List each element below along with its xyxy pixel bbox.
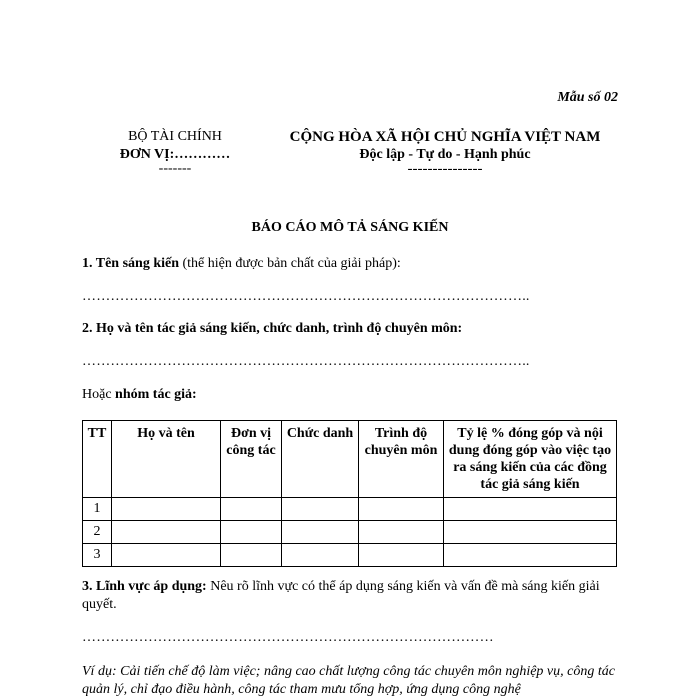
authors-table [82, 420, 617, 567]
country-name: CỘNG HÒA XÃ HỘI CHỦ NGHĨA VIỆT NAM [289, 129, 601, 145]
section-3-label: 3. Lĩnh vực áp dụng: [82, 579, 207, 594]
header-right-separator: --------------- [407, 161, 483, 177]
table-row [83, 521, 617, 544]
header-right [280, 128, 610, 177]
unit-name: ĐƠN VỊ:………… [119, 147, 231, 162]
section-1-blank: ………………………………………………………………………………….. [82, 289, 530, 304]
table-row [83, 498, 617, 521]
section-3-text: Nêu rõ lĩnh vực có thể áp dụng sáng kiến và vấn đề mà sáng kiến giải quyết. [82, 579, 600, 612]
row-number: 1 [83, 498, 112, 521]
col-header-tt: TT [83, 421, 112, 498]
header-left-separator: ------- [158, 161, 192, 176]
section-1-note: (thể hiện được bản chất của giải pháp): [179, 256, 401, 271]
document-title: BÁO CÁO MÔ TẢ SÁNG KIẾN [251, 220, 449, 235]
col-header-position: Chức danh [282, 421, 359, 498]
group-label-text: nhóm tác giả: [115, 387, 197, 402]
table-header-row [83, 421, 617, 498]
col-header-name: Họ và tên [112, 421, 221, 498]
col-header-unit: Đơn vị công tác [221, 421, 282, 498]
section-2-blank: ………………………………………………………………………………….. [82, 354, 530, 369]
table-row [83, 544, 617, 567]
row-number: 2 [83, 521, 112, 544]
header-left [100, 128, 250, 174]
section-3-blank: …………………………………………………………………………… [82, 630, 494, 645]
section-1-heading [82, 256, 401, 272]
ministry-name: BỘ TÀI CHÍNH [128, 129, 222, 144]
section-2-heading: 2. Họ và tên tác giả sáng kiến, chức danh, trình độ chuyên môn: [82, 321, 463, 336]
example-paragraph: Ví dụ: Cải tiến chế độ làm việc; nâng cao chất lượng công tác chuyên môn nghiệp vụ, công tác quản lý, chỉ đạo điều hành, công tác tham mưu tổng hợp, ứng dụng công nghệ [82, 664, 615, 697]
section-3-heading [82, 578, 617, 614]
group-authors-label [82, 387, 197, 403]
national-motto: Độc lập - Tự do - Hạnh phúc [359, 147, 531, 162]
col-header-contribution: Tỷ lệ % đóng góp và nội dung đóng góp vào việc tạo ra sáng kiến của các đồng tác giả sáng kiến [444, 421, 617, 498]
section-1-label: 1. Tên sáng kiến [82, 256, 179, 271]
group-label-prefix: Hoặc [82, 387, 116, 402]
col-header-qualification: Trình độ chuyên môn [359, 421, 444, 498]
row-number: 3 [83, 544, 112, 567]
form-number: Mẫu số 02 [557, 90, 618, 105]
